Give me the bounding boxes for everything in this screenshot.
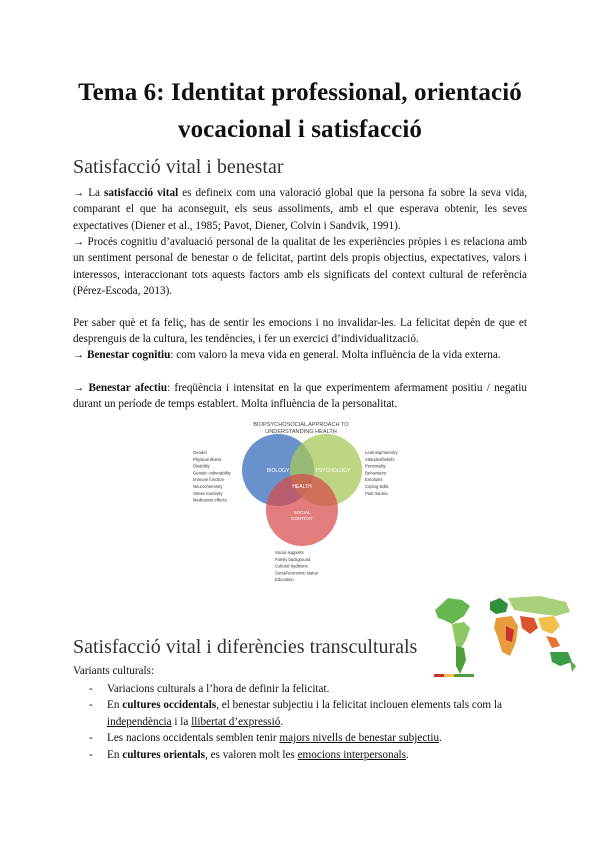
social-list-item: Social/economic status bbox=[275, 570, 318, 576]
variants-label: Variants culturals: bbox=[73, 665, 155, 677]
social-list-item: Family background bbox=[275, 556, 311, 562]
psychology-label: PSYCHOLOGY bbox=[315, 468, 351, 474]
biology-list-item: Gender bbox=[193, 450, 207, 455]
paragraph-life-satisfaction: → La satisfacció vital es defineix com una valoració global que la persona fa sobre la seva vida, comparant el que ha aconseguit, els seus assoliments, amb el que esperava obtenir, les seves expectatives (Diener et al., 1985; Pavot, Diener, Colvin i Sandvik, 1991). bbox=[73, 187, 527, 232]
bullet-dash: - bbox=[89, 699, 93, 712]
paragraph-affective-wellbeing: → Benestar afectiu: freqüència i intensitat en la que experimentem afermament positiu / negatiu durant un període de temps establert. Molta influència de la personalitat. bbox=[73, 382, 528, 411]
diagram-title-line-1: BIOPSYCHOSOCIAL APPROACH TO bbox=[253, 422, 349, 428]
biology-label: BIOLOGY bbox=[266, 468, 290, 474]
term-affective-wellbeing: Benestar afectiu bbox=[84, 382, 168, 394]
title-line-1: Tema 6: Identitat professional, orientació bbox=[78, 79, 522, 106]
arrow-icon: → bbox=[73, 187, 85, 199]
biology-list-item: Disability bbox=[193, 463, 210, 469]
social-list-item: Cultural traditions bbox=[275, 563, 308, 569]
cultural-variants-list bbox=[73, 681, 533, 763]
paragraph-cognitive-wellbeing: → Benestar cognitiu: com valoro la meva vida en general. Molta influència de la vida externa. bbox=[73, 349, 501, 361]
biology-list-item: Genetic vulnerability bbox=[193, 470, 231, 476]
bullet-dash: - bbox=[89, 732, 93, 745]
health-label: HEALTH bbox=[292, 484, 312, 490]
psychology-list-item: Past trauma bbox=[365, 490, 388, 496]
biology-list-item: Physical illness bbox=[193, 456, 222, 462]
social-label-line-1: SOCIAL bbox=[293, 510, 311, 515]
social-list-item: Education bbox=[275, 577, 294, 583]
arrow-icon: → bbox=[73, 349, 85, 361]
arrow-icon: → bbox=[73, 382, 85, 394]
paragraph-cognitive-process: → Procés cognitiu d’avaluació personal de la qualitat de les experiències pròpies i es relaciona amb un sentiment personal de benestar o de felicitat, partint dels propis objectius, expectatives, valors i interessos, interaccionant tots aquests factors amb els significats del context cultural de referència (Pérez-Escoda, 2013). bbox=[73, 236, 527, 298]
biology-list-item: Immune function bbox=[193, 477, 224, 483]
document-title bbox=[40, 74, 560, 148]
biology-list-item: Stress reactivity bbox=[193, 490, 223, 496]
psychology-list-item: Learning/memory bbox=[365, 450, 398, 455]
social-list-item: Social supports bbox=[275, 550, 304, 555]
paragraph-happiness: Per saber què et fa feliç, has de sentir les emocions i no invalidar-les. La felicitat depèn de que et desprenguis de la cultura, les tendències, i fer un exercici d’individualització. bbox=[73, 317, 527, 346]
list-item: - Les nacions occidentals semblen tenir majors nivells de benestar subjectiu. bbox=[73, 730, 533, 746]
section-heading-wellbeing: Satisfacció vital i benestar bbox=[73, 156, 284, 178]
bullet-dash: - bbox=[89, 748, 93, 761]
term-cognitive-wellbeing: Benestar cognitiu bbox=[84, 349, 171, 361]
psychology-list-item: Emotions bbox=[365, 477, 383, 483]
diagram-title-line-2: UNDERSTANDING HEALTH bbox=[265, 429, 337, 435]
biology-list-item: Medication effects bbox=[193, 497, 227, 503]
term-life-satisfaction: satisfacció vital bbox=[103, 187, 179, 199]
arrow-icon: → bbox=[73, 236, 85, 248]
list-item: - En cultures orientals, es valoren molt les emocions interpersonals. bbox=[73, 747, 533, 763]
biology-list-item: Neurochemistry bbox=[193, 484, 223, 489]
title-line-2: vocacional i satisfacció bbox=[177, 116, 423, 143]
psychology-list-item: Coping skills bbox=[365, 484, 389, 489]
section-heading-transcultural: Satisfacció vital i diferències transculturals bbox=[73, 636, 418, 658]
psychology-list-item: Behaviours bbox=[365, 470, 386, 476]
biopsychosocial-venn-diagram bbox=[185, 418, 415, 586]
psychology-list-item: Attitudes/beliefs bbox=[365, 456, 395, 462]
list-item: - En cultures occidentals, el benestar subjectiu i la felicitat inclouen elements tals com la independència i la llibertat d’expressió. bbox=[89, 699, 502, 728]
psychology-list-item: Personality bbox=[365, 463, 386, 469]
list-item: - Variacions culturals a l’hora de definir la felicitat. bbox=[73, 681, 533, 697]
bullet-dash: - bbox=[89, 683, 93, 695]
social-label-line-2: CONTEXT bbox=[291, 516, 313, 521]
world-map-image bbox=[430, 590, 580, 680]
